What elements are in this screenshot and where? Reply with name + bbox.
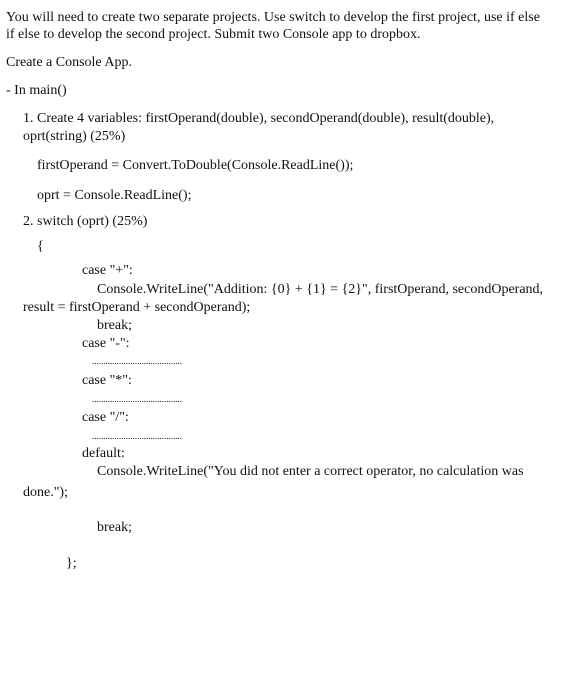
result-line: result = firstOperand + secondOperand); <box>23 300 251 315</box>
step1-line-1: 1. Create 4 variables: firstOperand(double), secondOperand(double), result(double), <box>23 111 495 126</box>
open-brace: { <box>37 239 44 254</box>
dotted-placeholder-2: ........................................ <box>92 394 182 404</box>
instructions-line-1: You will need to create two separate projects. Use switch to develop the first project, use if else <box>6 10 540 25</box>
writeline-default: Console.WriteLine("You did not enter a correct operator, no calculation was <box>97 464 524 479</box>
instructions-line-2: if else to develop the second project. Submit two Console app to dropbox. <box>6 27 421 42</box>
create-console-app: Create a Console App. <box>6 55 132 70</box>
case-divide: case "/": <box>82 410 129 425</box>
in-main: - In main() <box>6 83 67 98</box>
step1-line-2: oprt(string) (25%) <box>23 129 126 144</box>
break-1: break; <box>97 318 132 333</box>
writeline-addition: Console.WriteLine("Addition: {0} + {1} = {2}", firstOperand, secondOperand, <box>97 282 544 297</box>
case-minus: case "-": <box>82 336 130 351</box>
case-plus: case "+": <box>82 263 133 278</box>
default-label: default: <box>82 446 125 461</box>
step2-title: 2. switch (oprt) (25%) <box>23 214 148 229</box>
case-multiply: case "*": <box>82 373 132 388</box>
dotted-placeholder-3: ........................................ <box>92 431 182 441</box>
code-first-operand: firstOperand = Convert.ToDouble(Console.ReadLine()); <box>37 158 354 173</box>
done-line: done."); <box>23 485 68 500</box>
dotted-placeholder-1: ........................................ <box>92 356 182 366</box>
code-oprt: oprt = Console.ReadLine(); <box>37 188 192 203</box>
break-2: break; <box>97 520 132 535</box>
close-brace: }; <box>66 556 77 571</box>
